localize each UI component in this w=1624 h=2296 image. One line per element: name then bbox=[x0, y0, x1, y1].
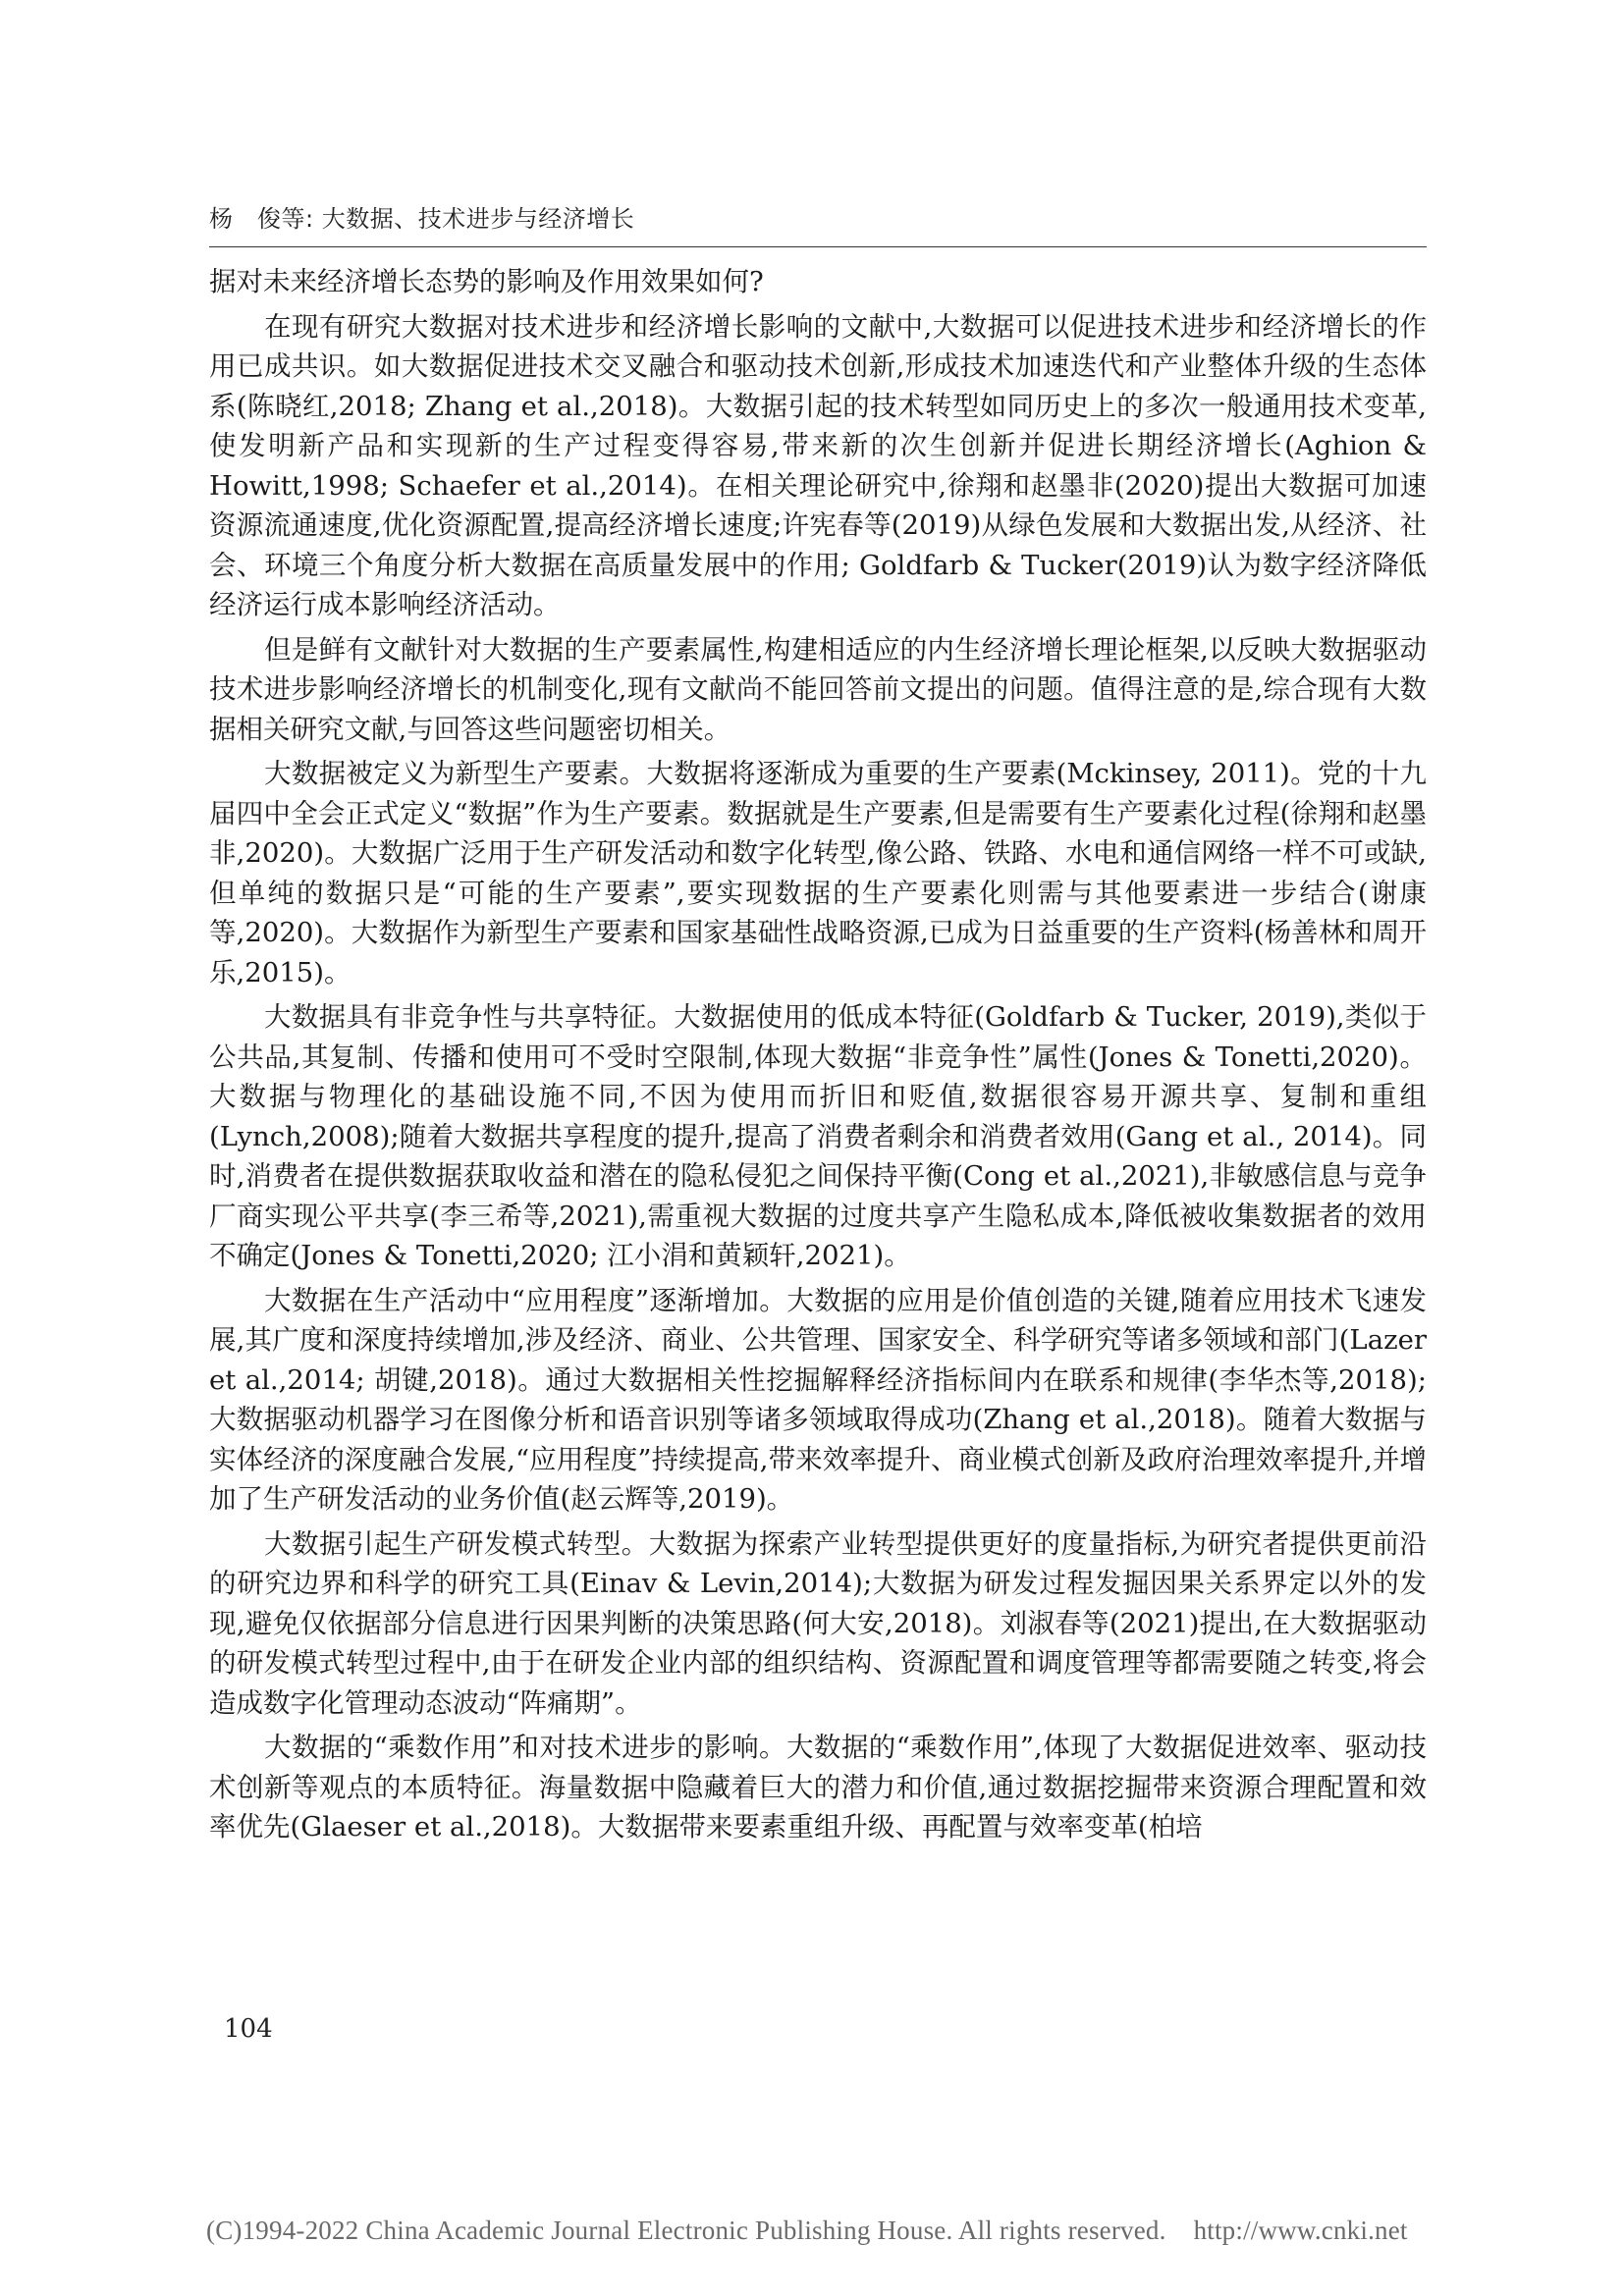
article-body bbox=[209, 262, 1427, 1852]
paragraph: 据对未来经济增长态势的影响及作用效果如何? bbox=[209, 266, 764, 297]
footer-link[interactable]: http://www.cnki.net bbox=[1193, 2216, 1408, 2245]
header-divider bbox=[209, 246, 1427, 247]
paragraph: 但是鲜有文献针对大数据的生产要素属性,构建相适应的内生经济增长理论框架,以反映大数据驱动技术进步影响经济增长的机制变化,现有文献尚不能回答前文提出的问题。值得注意的是,综合现有大数据相关研究文献,与回答这些问题密切相关。 bbox=[209, 633, 1427, 745]
copyright-notice: (C)1994-2022 China Academic Journal Electronic Publishing House. All rights reserved. bbox=[206, 2216, 1166, 2245]
paragraph: 大数据在生产活动中“应用程度”逐渐增加。大数据的应用是价值创造的关键,随着应用技术飞速发展,其广度和深度持续增加,涉及经济、商业、公共管理、国家安全、科学研究等诸多领域和部门(Lazer et al.,2014; 胡键,2018)。通过大数据相关性挖掘解释经济指标间内在联系和规律(李华杰等,2018);大数据驱动机器学习在图像分析和语音识别等诸多领域取得成功(Zhang et al.,2018)。随着大数据与实体经济的深度融合发展,“应用程度”持续提高,带来效率提升、商业模式创新及政府治理效率提升,并增加了生产研发活动的业务价值(赵云辉等,2019)。 bbox=[209, 1284, 1427, 1515]
footer bbox=[206, 2216, 1408, 2246]
paragraph: 大数据的“乘数作用”和对技术进步的影响。大数据的“乘数作用”,体现了大数据促进效率、驱动技术创新等观点的本质特征。海量数据中隐藏着巨大的潜力和价值,通过数据挖掘带来资源合理配置和效率优先(Glaeser et al.,2018)。大数据带来要素重组升级、再配置与效率变革(柏培 bbox=[209, 1732, 1427, 1842]
running-header: 杨 俊等: 大数据、技术进步与经济增长 bbox=[209, 205, 635, 233]
paragraph: 大数据引起生产研发模式转型。大数据为探索产业转型提供更好的度量指标,为研究者提供更前沿的研究边界和科学的研究工具(Einav & Levin,2014);大数据为研发过程发掘因果关系界定以外的发现,避免仅依据部分信息进行因果判断的决策思路(何大安,2018)。刘淑春等(2021)提出,在大数据驱动的研发模式转型过程中,由于在研发企业内部的组织结构、资源配置和调度管理等都需要随之转变,将会造成数字化管理动态波动“阵痛期”。 bbox=[209, 1527, 1427, 1719]
page-number: 104 bbox=[224, 2014, 273, 2044]
paragraph: 大数据具有非竞争性与共享特征。大数据使用的低成本特征(Goldfarb & Tucker, 2019),类似于公共品,其复制、传播和使用可不受时空限制,体现大数据“非竞争性”属性(Jones & Tonetti,2020)。大数据与物理化的基础设施不同,不因为使用而折旧和贬值,数据很容易开源共享、复制和重组(Lynch,2008);随着大数据共享程度的提升,提高了消费者剩余和消费者效用(Gang et al., 2014)。同时,消费者在提供数据获取收益和潜在的隐私侵犯之间保持平衡(Cong et al.,2021),非敏感信息与竞争厂商实现公平共享(李三希等,2021),需重视大数据的过度共享产生隐私成本,降低被收集数据者的效用不确定(Jones & Tonetti,2020; 江小涓和黄颖轩,2021)。 bbox=[209, 1001, 1427, 1271]
paragraph: 大数据被定义为新型生产要素。大数据将逐渐成为重要的生产要素(Mckinsey, 2011)。党的十九届四中全会正式定义“数据”作为生产要素。数据就是生产要素,但是需要有生产要素化过程(徐翔和赵墨非,2020)。大数据广泛用于生产研发活动和数字化转型,像公路、铁路、水电和通信网络一样不可或缺,但单纯的数据只是“可能的生产要素”,要实现数据的生产要素化则需与其他要素进一步结合(谢康等,2020)。大数据作为新型生产要素和国家基础性战略资源,已成为日益重要的生产资料(杨善林和周开乐,2015)。 bbox=[209, 758, 1427, 988]
paragraph: 在现有研究大数据对技术进步和经济增长影响的文献中,大数据可以促进技术进步和经济增长的作用已成共识。如大数据促进技术交叉融合和驱动技术创新,形成技术加速迭代和产业整体升级的生态体系(陈晓红,2018; Zhang et al.,2018)。大数据引起的技术转型如同历史上的多次一般通用技术变革,使发明新产品和实现新的生产过程变得容易,带来新的次生创新并促进长期经济增长(Aghion & Howitt,1998; Schaefer et al.,2014)。在相关理论研究中,徐翔和赵墨非(2020)提出大数据可加速资源流通速度,优化资源配置,提高经济增长速度;许宪春等(2019)从绿色发展和大数据出发,从经济、社会、环境三个角度分析大数据在高质量发展中的作用; Goldfarb & Tucker(2019)认为数字经济降低经济运行成本影响经济活动。 bbox=[209, 310, 1427, 620]
